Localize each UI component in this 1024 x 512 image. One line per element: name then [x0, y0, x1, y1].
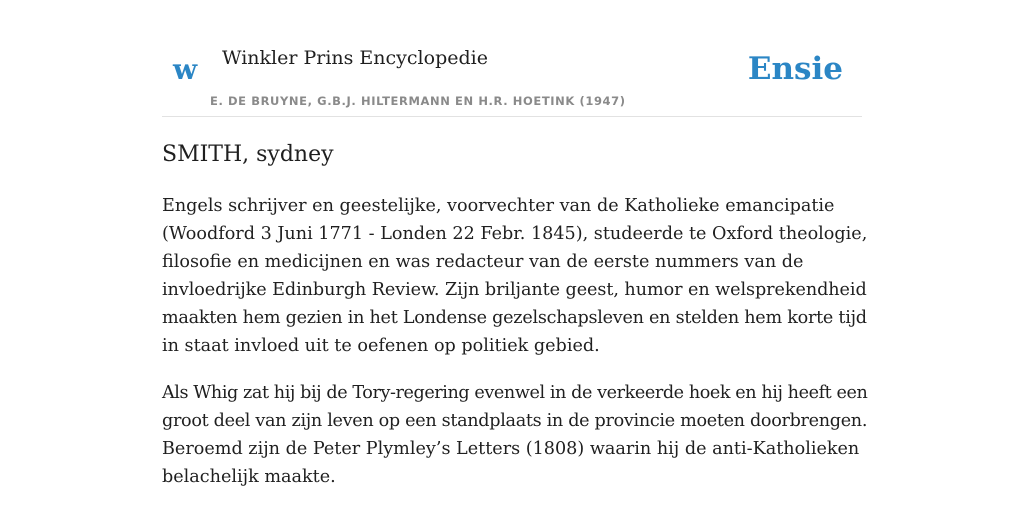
authors-subtitle: E. DE BRUYNE, G.B.J. HILTERMANN EN H.R. HOETINK (1947): [210, 94, 626, 108]
paragraph-line: invloedrijke Edinburgh Review. Zijn briljante geest, humor en welsprekendheid: [162, 280, 867, 300]
paragraph-line: Beroemd zijn de Peter Plymley’s Letters (1808) waarin hij de anti-Katholieken: [162, 439, 860, 459]
article-paragraph-2: [162, 379, 867, 491]
paragraph-line: Engels schrijver en geestelijke, voorvechter van de Katholieke emancipatie: [162, 196, 835, 216]
page: [162, 0, 868, 512]
article-title: SMITH, sydney: [162, 142, 334, 167]
article-paragraph-1: [162, 192, 867, 360]
paragraph-line: (Woodford 3 Juni 1771 - Londen 22 Febr. 1845), studeerde te Oxford theologie,: [162, 224, 868, 244]
paragraph-line: filosofie en medicijnen en was redacteur van de eerste nummers van de: [162, 252, 804, 272]
paragraph-line: belachelijk maakte.: [162, 467, 336, 487]
header: [162, 0, 862, 117]
logo-w-icon[interactable]: w: [173, 53, 198, 86]
paragraph-line: in staat invloed uit te oefenen op politiek gebied.: [162, 336, 600, 356]
site-title[interactable]: Winkler Prins Encyclopedie: [222, 47, 488, 69]
paragraph-line: maakten hem gezien in het Londense gezelschapsleven en stelden hem korte tijd: [162, 308, 867, 328]
brand-logo[interactable]: Ensie: [747, 51, 843, 87]
paragraph-line: groot deel van zijn leven op een standplaats in de provincie moeten doorbrengen.: [162, 411, 868, 431]
paragraph-line: Als Whig zat hij bij de Tory-regering evenwel in de verkeerde hoek en hij heeft een: [162, 383, 868, 403]
